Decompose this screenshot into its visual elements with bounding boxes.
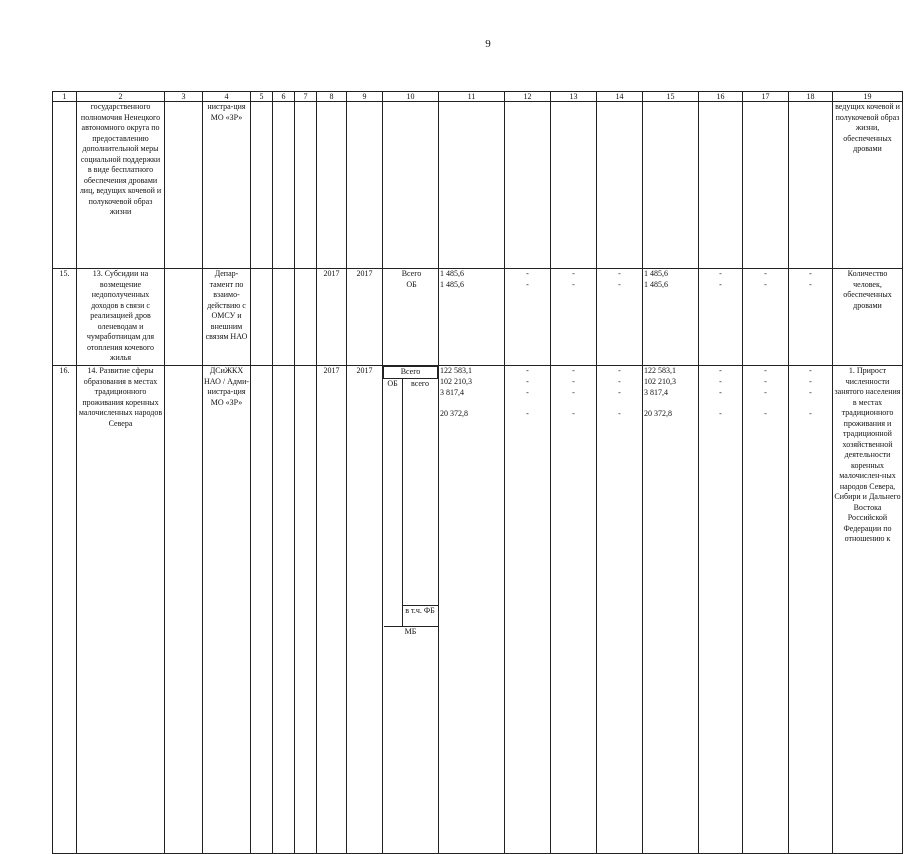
amount-value: - (809, 366, 812, 375)
funding-cell (597, 269, 643, 366)
measure-description: 14. Развитие сферы образования в местах традиционного проживания коренных малочисленных народов Севера (77, 366, 165, 854)
funding-label: ОБ (384, 379, 403, 627)
header-cell: 4 (203, 92, 251, 102)
result-indicator: 1. Прирост численности занятого населения в местах традиционного проживания и традиционной хозяйственной деятельности коренных малочислен-ных народов Севера, Сибири и Дальнего Востока Российской Федерации по отношению к (833, 366, 903, 854)
start-year: 2017 (317, 269, 347, 366)
measure-description: государственного полномочия Ненецкого автономного округа по предоставлению дополнительной меры социальной поддержки в виде бесплатного обеспечения дровами лиц, ведущих кочевой и полукочевой образ жизни (77, 102, 165, 269)
amount-value: 1 485,6 (644, 269, 668, 278)
funding-source-cell (383, 366, 439, 854)
header-cell: 7 (295, 92, 317, 102)
amount-value: - (618, 409, 621, 418)
header-cell: 12 (505, 92, 551, 102)
header-cell: 6 (273, 92, 295, 102)
program-table (52, 91, 903, 854)
amount-value: - (526, 279, 529, 289)
header-cell: 1 (53, 92, 77, 102)
table-row (53, 102, 903, 269)
amount-value: 20 372,8 (644, 409, 672, 418)
table-header-row (53, 92, 903, 102)
amount-value: - (809, 279, 812, 289)
funding-label: МБ (384, 627, 438, 854)
funding-cell (505, 366, 551, 854)
page-number: 9 (485, 38, 491, 50)
measure-description: 13. Субсидии на возмещение недополученных доходов в связи с реализацией дров оленеводам и чумработницам для отопления кочевого жилья (77, 269, 165, 366)
amount-value: - (719, 377, 722, 386)
amount-value: - (764, 279, 767, 289)
amount-value: - (809, 388, 812, 397)
funding-cell (699, 366, 743, 854)
funding-cell (551, 269, 597, 366)
header-cell: 5 (251, 92, 273, 102)
amount-value: 122 583,1 (644, 366, 676, 375)
start-year: 2017 (317, 366, 347, 854)
amount-value: - (809, 377, 812, 386)
amount-value: - (719, 409, 722, 418)
funding-cell (439, 366, 505, 854)
amount-value: - (526, 366, 529, 375)
amount-value: 102 210,3 (440, 377, 472, 386)
result-indicator: Количество человек, обеспеченных дровами (833, 269, 903, 366)
header-cell: 14 (597, 92, 643, 102)
amount-value: 122 583,1 (440, 366, 472, 375)
funding-cell (505, 269, 551, 366)
amount-value: - (618, 377, 621, 386)
end-year: 2017 (347, 269, 383, 366)
amount-value: 3 817,4 (440, 388, 464, 397)
funding-source-cell (383, 269, 439, 366)
funding-source-subtable (383, 366, 438, 853)
amount-value: - (526, 269, 529, 278)
funding-cell (789, 269, 833, 366)
header-cell: 17 (743, 92, 789, 102)
amount-value: - (764, 388, 767, 397)
amount-value: 1 485,6 (644, 279, 668, 289)
funding-cell (789, 366, 833, 854)
executor-cell: Депар-тамент по взаимо-действию с ОМСУ и внешним связям НАО (203, 269, 251, 366)
funding-cell (743, 269, 789, 366)
amount-value: - (572, 409, 575, 418)
amount-value: - (618, 279, 621, 289)
amount-value: - (572, 388, 575, 397)
header-cell: 18 (789, 92, 833, 102)
amount-value: - (572, 377, 575, 386)
header-cell: 19 (833, 92, 903, 102)
amount-value: - (572, 366, 575, 375)
amount-value: - (809, 269, 812, 278)
row-number: 15. (53, 269, 77, 366)
header-cell: 8 (317, 92, 347, 102)
amount-value: 20 372,8 (440, 409, 468, 418)
funding-cell (551, 366, 597, 854)
end-year: 2017 (347, 366, 383, 854)
amount-value: - (719, 279, 722, 289)
funding-label: всего (402, 379, 438, 606)
amount-value: - (572, 269, 575, 278)
amount-value: 102 210,3 (644, 377, 676, 386)
funding-cell (597, 366, 643, 854)
header-cell: 3 (165, 92, 203, 102)
funding-label: в т.ч. ФБ (402, 606, 438, 627)
amount-value: - (618, 388, 621, 397)
result-indicator: ведущих кочевой и полукочевой образ жизни, обеспеченных дровами (833, 102, 903, 269)
amount-value: - (764, 409, 767, 418)
amount-value: - (809, 409, 812, 418)
table-row (53, 366, 903, 854)
amount-value: - (764, 377, 767, 386)
funding-cell (643, 269, 699, 366)
header-cell: 13 (551, 92, 597, 102)
header-cell: 10 (383, 92, 439, 102)
row-number: 16. (53, 366, 77, 854)
amount-value: - (618, 366, 621, 375)
amount-value: - (572, 279, 575, 289)
amount-value: - (618, 269, 621, 278)
amount-value: 1 485,6 (440, 279, 464, 289)
funding-cell (743, 366, 789, 854)
amount-value: - (719, 388, 722, 397)
amount-value: 1 485,6 (440, 269, 464, 278)
header-cell: 16 (699, 92, 743, 102)
funding-label: Всего (401, 269, 422, 278)
funding-cell (699, 269, 743, 366)
amount-value: 3 817,4 (644, 388, 668, 397)
header-cell: 11 (439, 92, 505, 102)
funding-cell (643, 366, 699, 854)
header-cell: 15 (643, 92, 699, 102)
funding-label: ОБ (406, 279, 417, 289)
amount-value: - (764, 269, 767, 278)
table-row (53, 269, 903, 366)
funding-cell (439, 269, 505, 366)
amount-value: - (719, 366, 722, 375)
amount-value: - (764, 366, 767, 375)
executor-cell: ДСиЖКХ НАО / Адми-нистра-ция МО «ЗР» (203, 366, 251, 854)
amount-value: - (526, 377, 529, 386)
executor-cell: нистра-ция МО «ЗР» (203, 102, 251, 269)
header-cell: 9 (347, 92, 383, 102)
funding-label: Всего (384, 367, 438, 379)
header-cell: 2 (77, 92, 165, 102)
amount-value: - (526, 409, 529, 418)
amount-value: - (719, 269, 722, 278)
amount-value: - (526, 388, 529, 397)
